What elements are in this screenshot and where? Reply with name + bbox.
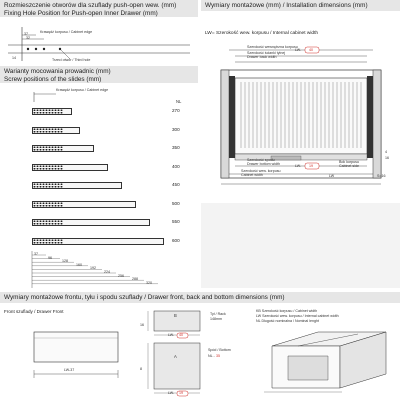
slide-row: [0, 104, 198, 119]
installation-drawing: [201, 38, 400, 198]
slide-holes: [33, 165, 63, 170]
dim-label: 256: [118, 273, 124, 278]
bottom-nl: NL -: [208, 354, 215, 358]
dim-label: 160: [76, 262, 82, 267]
slide-holes: [33, 220, 63, 225]
slide-row: [0, 215, 198, 230]
legend-nl: NL Długość nominalna / Nominal lenght: [256, 319, 319, 323]
bottom-lw: LW-: [168, 391, 175, 395]
lw-minus-19-value: 19: [309, 164, 313, 168]
fixing-title-en: Fixing Hole Position for Push-open Inner Drawer (mm): [4, 9, 158, 17]
slide-length-label: 550: [172, 219, 180, 224]
back-dim-16: 16: [140, 323, 144, 327]
bottom-nl-value: 35: [216, 354, 220, 358]
lw-minus-37: LW-37: [64, 368, 75, 372]
slide-row: [0, 123, 198, 138]
dim-label: 128: [62, 259, 68, 264]
slide-row: [0, 234, 198, 249]
slides-edge-label: Krawędź korpusu / Cabinet edge: [56, 88, 109, 92]
front-header: [0, 292, 400, 303]
legend-lw: LW Szerokość wew. korpusu / Internal cabinet width: [256, 314, 339, 318]
dim-label: 224: [104, 270, 110, 274]
back-label-b: B: [174, 313, 177, 318]
bottom-dim-8: 8: [140, 367, 142, 371]
dim-label: 288: [132, 277, 138, 282]
cabinet-inner-en: Cabinet width: [241, 173, 263, 177]
fixing-edge-label: Krawędź korpusu / Cabinet edge: [40, 30, 93, 34]
slide-length-label: 600: [172, 237, 180, 243]
nl-label: NL: [176, 99, 182, 104]
fixing-diagram: [0, 17, 198, 63]
fixing-hole-panel: [0, 0, 198, 63]
dim-label: 192: [90, 266, 96, 271]
drawer-3d-drawing: [258, 326, 398, 398]
fixing-dim-b: 32: [26, 36, 30, 40]
front-title: Wymiary montażowe frontu, tyłu i spodu szuflady / Drawer front, back and bottom dimensions (mm): [4, 294, 285, 301]
back-text-1: Tył / Rack: [210, 312, 226, 316]
slide-holes: [33, 146, 63, 151]
install-header: [201, 0, 400, 11]
fixing-dim-c: 14: [12, 56, 16, 60]
dim-label: 96: [48, 255, 52, 260]
back-bottom-drawing: [140, 305, 260, 400]
bottom-lw-value: 19: [179, 391, 183, 395]
edge-arrow: [0, 92, 198, 102]
dim-label: 37: [34, 252, 38, 256]
drawer-back-en: Drawer back width: [247, 55, 277, 59]
slides-bottom-dims: [0, 251, 198, 288]
slide-length-label: 500: [172, 200, 180, 206]
slide-row: [0, 178, 198, 193]
front-label: Front szuflady / Drawer Front: [4, 309, 64, 314]
slide-holes: [33, 128, 63, 133]
slide-length-label: 350: [172, 145, 180, 150]
fixing-dim-a: 37: [24, 32, 28, 36]
lw-definition: LW= Szerokość wew. korpusu / Internal cabinet width: [205, 31, 319, 36]
slides-title-en: Screw positions of the slides (mm): [4, 75, 102, 83]
install-title: Wymiary montażowe (mm) / Installation dimensions (mm): [205, 2, 368, 9]
slides-title-pl: Warianty mocowania prowadnic (mm): [4, 68, 111, 75]
slide-length-label: 400: [172, 163, 180, 169]
back-lw: LW-: [168, 333, 175, 337]
third-hole-label: Trzeci otwór / Third hole: [52, 58, 91, 62]
cabinet-side-label: Bok korpusu: [339, 160, 359, 164]
cabinet-inner-label: Szerokość wew. korpusu: [241, 169, 281, 173]
bottom-width-en: Drawer bottom width: [247, 162, 280, 166]
fixing-title-pl: Rozmieszczenie otworów dla szuflady push-open wew. (mm): [4, 2, 177, 9]
slides-panel: [0, 66, 198, 288]
inner-width-label: Szerokość wewnętrzna korpusu: [247, 45, 298, 49]
back-lw-value: 40: [179, 333, 183, 337]
slide-row: [0, 197, 198, 212]
slide-row: [0, 141, 198, 156]
blank-panel: [201, 203, 400, 288]
slide-holes: [33, 183, 63, 188]
slide-holes: [33, 202, 63, 207]
drawer-front-drawing: [4, 318, 134, 398]
dim-label: 320: [146, 280, 152, 285]
dim-16: 16: [385, 156, 389, 160]
slide-length-label: 450: [172, 182, 180, 187]
legend-kb: KB Szerokość korpusu / Cabinet width: [256, 309, 318, 313]
bottom-width-label: Szerokość spodu: [247, 158, 275, 162]
fixing-header: [0, 0, 198, 17]
dim-4: 4: [385, 150, 387, 154]
lw-minus-40-prefix: LW-: [295, 48, 302, 52]
slide-length-label: 300: [172, 126, 180, 132]
s-16-label: S=16: [377, 174, 386, 178]
kb-lw-label: LW: [329, 174, 335, 178]
lw-minus-19-prefix: LW-: [295, 164, 302, 168]
bottom-text-1: Spód / Bottom: [208, 348, 231, 352]
slide-holes: [33, 109, 63, 114]
slides-header: [0, 66, 198, 83]
back-text-2: 148mm: [210, 317, 222, 321]
bottom-label-a: A: [174, 354, 177, 359]
lw-minus-40-value: 40: [309, 48, 313, 52]
cabinet-side-en: Cabinet side: [339, 164, 359, 168]
slide-row: [0, 160, 198, 175]
front-back-bottom-panel: [0, 292, 400, 400]
slide-holes: [33, 239, 63, 244]
drawer-back-label: Szerokość ścianki tylnej: [247, 51, 286, 55]
slide-length-label: 270: [172, 108, 180, 113]
installation-panel: [201, 0, 400, 200]
